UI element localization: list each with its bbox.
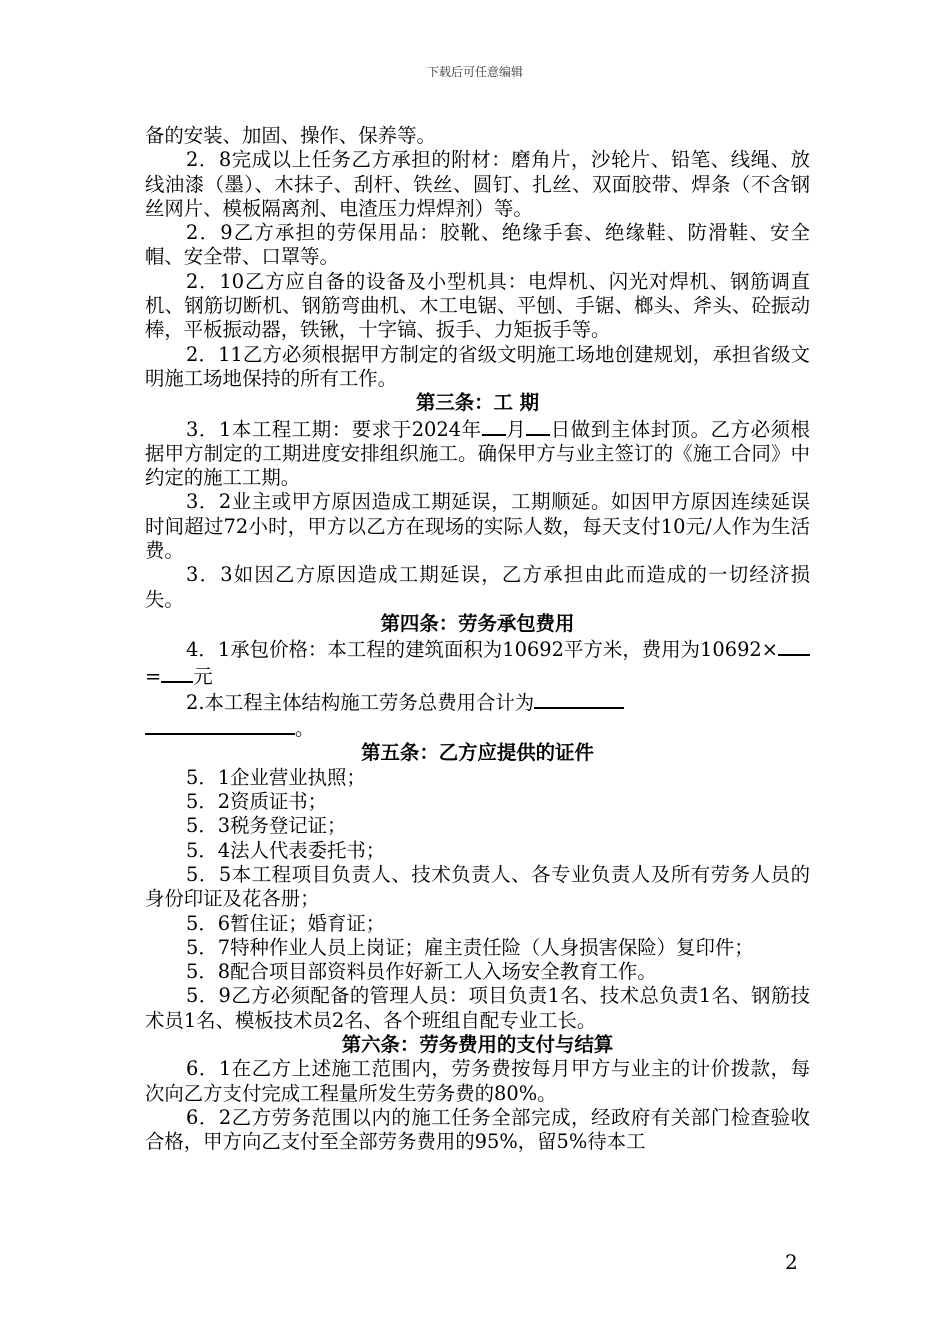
fill-blank	[526, 416, 550, 436]
fill-blank	[482, 416, 506, 436]
paragraph: 5．6暂住证；婚育证；	[186, 911, 386, 935]
paragraph: 3．2业主或甲方原因造成工期延误，工期顺延。如因甲方原因连续延误时间超过72小时，甲方以乙方在现场的实际人数，每天支付10元/人作为生活费。	[145, 490, 810, 563]
paragraph: 2．9乙方承担的劳保用品：胶靴、绝缘手套、绝缘鞋、防滑鞋、安全帽、安全带、口罩等。	[145, 221, 810, 269]
paragraph: 3．3如因乙方原因造成工期延误，乙方承担由此而造成的一切经济损失。	[145, 563, 810, 611]
paragraph: 5．9乙方必须配备的管理人员：项目负责1名、技术总负责1名、钢筋技术员1名、模板技术员2名、各个班组自配专业工长。	[145, 984, 810, 1032]
page-header: 下载后可任意编辑	[426, 65, 523, 79]
fill-blank	[145, 715, 295, 735]
section-heading: 第四条：劳务承包费用	[380, 611, 575, 635]
paragraph: 5．5本工程项目负责人、技术负责人、各专业负责人及所有劳务人员的身份印证及花各册；	[145, 862, 810, 911]
paragraph: 2．8完成以上任务乙方承担的附材：磨角片，沙轮片、铅笔、线绳、放线油漆（墨）、木抹子、刮杆、铁丝、圆钉、扎丝、双面胶带、焊条（不含钢丝网片、模板隔离剂、电渣压力焊焊剂）等。	[145, 148, 810, 220]
paragraph: 5．4法人代表委托书；	[186, 838, 386, 862]
paragraph: 5．1企业营业执照；	[186, 765, 366, 789]
paragraph: 6．1在乙方上述施工范围内，劳务费按每月甲方与业主的计价拨款，每次向乙方支付完成工程量所发生劳务费的80%。	[145, 1057, 810, 1105]
document-body	[145, 124, 810, 1154]
paragraph: 5．8配合项目部资料员作好新工人入场安全教育工作。	[186, 960, 657, 984]
paragraph: 5．2资质证书；	[186, 790, 328, 814]
paragraph: 2.本工程主体结构施工劳务总费用合计为 。	[145, 689, 810, 742]
fill-blank	[161, 663, 193, 683]
page-number: 2	[785, 1250, 798, 1274]
paragraph: 5．7特种作业人员上岗证；雇主责任险（人身损害保险）复印件；	[186, 935, 754, 959]
paragraph: 6．2乙方劳务范围以内的施工任务全部完成，经政府有关部门检查验收合格，甲方向乙支付至全部劳务费用的95%，留5%待本工	[145, 1105, 810, 1154]
paragraph: 3．1本工程工期：要求于2024年 月 日做到主体封顶。乙方必须根据甲方制定的工期进度安排组织施工。确保甲方与业主签订的《施工合同》中约定的施工工期。	[145, 417, 810, 490]
paragraph: 2．10乙方应自备的设备及小型机具：电焊机、闪光对焊机、钢筋调直机、钢筋切断机、钢筋弯曲机、木工电锯、平刨、手锯、榔头、斧头、砼振动棒，平板振动器，铁锹，十字镐、扳手、力矩扳手等。	[145, 269, 810, 342]
paragraph: 备的安装、加固、操作、保养等。	[145, 124, 436, 147]
section-heading: 第六条：劳务费用的支付与结算	[341, 1032, 614, 1056]
section-heading: 第三条：工 期	[415, 391, 540, 415]
paragraph: 2．11乙方必须根据甲方制定的省级文明施工场地创建规划，承担省级文明施工场地保持的所有工作。	[145, 342, 810, 390]
section-heading: 第五条：乙方应提供的证件	[361, 741, 594, 765]
paragraph: 4．1承包价格：本工程的建筑面积为10692平方米，费用为10692×= 元	[145, 636, 810, 689]
fill-blank	[534, 689, 624, 709]
paragraph: 5．3税务登记证；	[186, 814, 347, 838]
fill-blank	[778, 636, 810, 656]
